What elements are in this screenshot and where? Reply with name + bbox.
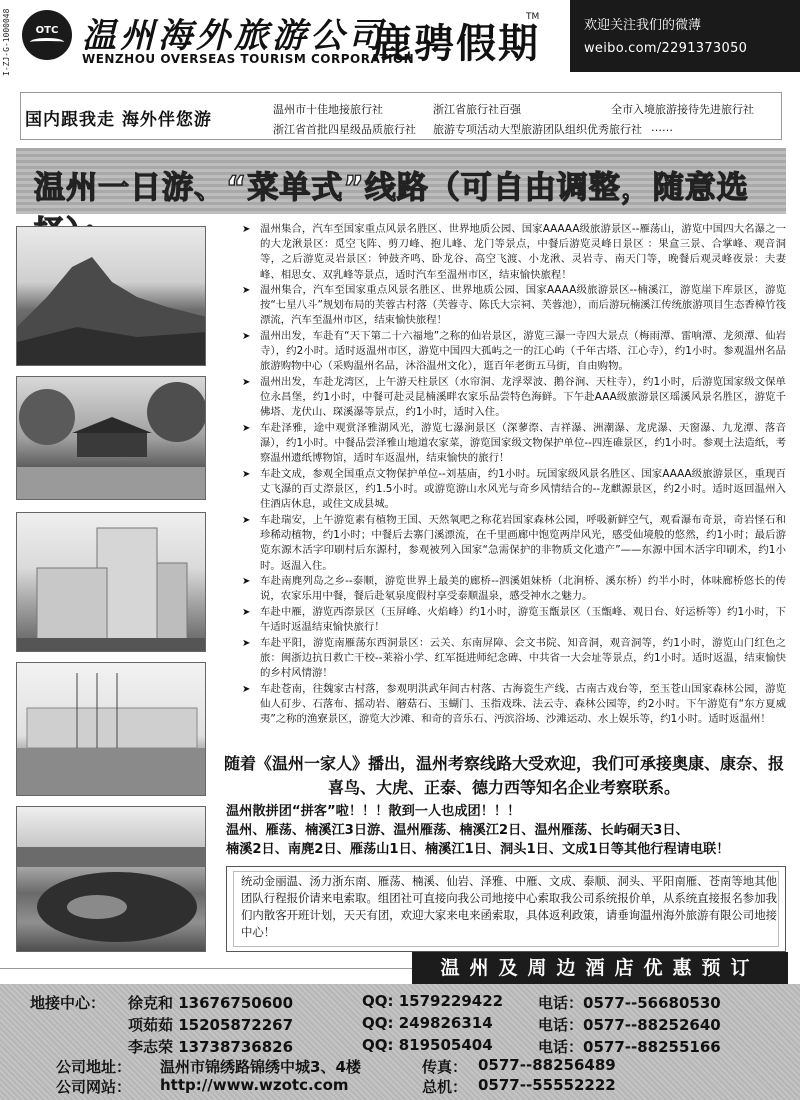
contact-qq: QQ: 249826314 bbox=[362, 1014, 493, 1032]
contact-row bbox=[0, 1014, 800, 1036]
honor-item: 旅游专项活动大型旅游团队组织优秀旅行社 bbox=[433, 123, 642, 136]
divider bbox=[0, 968, 412, 984]
contact-tel: 电话：0577--88252640 bbox=[538, 1016, 721, 1034]
list-item bbox=[240, 222, 786, 283]
list-item bbox=[240, 682, 786, 743]
slogan: 国内跟我走 海外伴您游 bbox=[25, 110, 212, 130]
list-item bbox=[240, 283, 786, 329]
company-logo bbox=[22, 10, 72, 60]
mountain-photo-icon bbox=[17, 227, 206, 366]
list-item bbox=[240, 605, 786, 636]
honor-item: 全市入境旅游接待先进旅行社 bbox=[611, 103, 754, 116]
list-item bbox=[240, 375, 786, 421]
promo-lines-a: 温州、雁荡、楠溪江3日游、温州雁荡、楠溪江2日、温州雁荡、长屿硐天3日、 bbox=[226, 823, 689, 838]
contact-footer bbox=[0, 984, 800, 1100]
arrow-icon: ➤ bbox=[242, 607, 251, 618]
photo-hotel-building bbox=[16, 512, 206, 652]
route-text: 温州集合，汽车至国家重点风景名胜区、世界地质公园、国家AAAA级旅游景区--楠溪江，游览崖下库景区，游览按“七星八斗”规划布局的芙蓉古村落（芙蓉寺、陈氏大宗祠、芙蓉池），而后游玩楠溪江传统旅游项目生态香樟竹筏漂流，汽车至温州市区，结束愉快旅程！ bbox=[260, 284, 786, 327]
contact-tel: 电话：0577--88255166 bbox=[538, 1038, 721, 1056]
arrow-icon: ➤ bbox=[242, 331, 251, 342]
brand-trademark: TM bbox=[526, 12, 540, 22]
photo-lake-city bbox=[16, 806, 206, 952]
route-text: 车赴南麂列岛之乡--泰顺，游览世界上最美的廊桥--泗溪姐妹桥（北涧桥、溪东桥）约半小时，体味廊桥悠长的传说，农家乐用中餐，餐后赴氡泉度假村享受泰顺温泉，感受神水之魅力。 bbox=[260, 575, 786, 603]
arrow-icon: ➤ bbox=[242, 423, 251, 434]
arrow-icon: ➤ bbox=[242, 515, 251, 526]
lake-photo-icon bbox=[17, 807, 206, 952]
logo-text: OTC bbox=[35, 24, 59, 36]
route-text: 温州集合，汽车至国家重点风景名胜区、世界地质公园、国家AAAAA级旅游景区--雁荡山，游览中国四大名瀑之一的大龙湫景区：觅空飞阵、剪刀峰、抱儿峰、龙门等景点，中餐后游览灵峰日景区 ：果盒三景、合掌峰、观音洞等，之后游览灵岩景区：钟鼓齐鸣、卧龙谷、高空飞渡、小龙湫、灵岩寺、南天门等，晚餐后观灵峰夜景：夫妻峰、相思女、双乳峰等景点，适时汽车至温州市区，结束愉快旅程！ bbox=[260, 223, 786, 281]
slogan-bar bbox=[20, 92, 782, 140]
list-item bbox=[240, 329, 786, 375]
hotel-banner: 温州及周边酒店优惠预订 bbox=[412, 952, 788, 984]
contact-qq: QQ: 819505404 bbox=[362, 1036, 493, 1054]
route-text: 车赴泽雅，途中观赏泽雅湖风光，游览七瀑涧景区（深蓼漈、吉祥瀑、洲潮瀑、龙虎瀑、天窗瀑、九龙潭、落音瀑），约1小时。中餐品尝泽雅山地道农家菜，游览国家级文物保护单位--四连碓景区，约1小时。参观土法造纸，考察温州遗纸博物馆，适时车返温州，结束愉快的旅行！ bbox=[260, 422, 786, 465]
list-item bbox=[240, 574, 786, 605]
promo-headline: 随着《温州一家人》播出，温州考察线路大受欢迎，我们可承接奥康、康奈、报喜鸟、大虎、正泰、德力西等知名企业考察联系。 bbox=[223, 754, 784, 797]
site-label: 公司网站： bbox=[56, 1078, 132, 1096]
list-item bbox=[240, 513, 786, 574]
building-photo-icon bbox=[17, 513, 206, 652]
arrow-icon: ➤ bbox=[242, 576, 251, 587]
list-item bbox=[240, 636, 786, 682]
photo-government-building bbox=[16, 662, 206, 796]
brand-logo: 鹿骋假期 bbox=[372, 20, 540, 67]
route-text: 温州出发，车赴龙湾区，上午游天柱景区（水帘洞、龙浮翠波、鹅谷涧、天柱寺），约1小时，后游览国家级文保单位永昌堡，约1小时，中餐可赴灵昆楠溪畔农家乐品尝特色海鲜。下午赴AAA级旅游景区瑶溪风景名胜区，游览千佛塔、龙伏山、琛溪瀑等景点，约1小时，适时入住。 bbox=[260, 376, 786, 419]
header bbox=[0, 0, 800, 82]
promo-group-tours bbox=[226, 802, 786, 859]
center-label: 地接中心： bbox=[30, 994, 106, 1012]
address-label: 公司地址： bbox=[56, 1058, 132, 1076]
main-line-label: 总机： bbox=[422, 1078, 468, 1096]
weibo-url[interactable]: weibo.com/2291373050 bbox=[584, 41, 748, 56]
license-code: I-ZJ-G-1000048 bbox=[2, 8, 11, 76]
contact-tel: 电话：0577--56680530 bbox=[538, 994, 721, 1012]
honor-item: …… bbox=[651, 121, 673, 134]
route-list bbox=[240, 222, 786, 743]
arrow-icon: ➤ bbox=[242, 638, 251, 649]
route-text: 车赴苍南，往魏家古村落，参观明洪武年间古村落、古海瓷生产线、古南古戏台等，至玉苍山国家森林公园，游览仙人矴步、石落布、摇动岩、蘑菇石、玉蝴门、玉指戏珠、法云寺、森林公园等，约2小时。下午游览有“东方夏威夷”之称的渔寮景区，游览大沙滩、和奇的音乐石、沔滨浴场、沙滩运动、水上娱乐等，约1小时。适时返温州！ bbox=[260, 683, 786, 726]
agency-info-box bbox=[226, 866, 786, 952]
honor-item: 浙江省旅行社百强 bbox=[433, 103, 521, 116]
arrow-icon: ➤ bbox=[242, 224, 251, 235]
page-title: 温州一日游、“菜单式”线路（可自由调整，随意选 bbox=[34, 170, 749, 206]
route-text: 车赴平阳，游览南雁荡东西洞景区：云关、东南屏障、会文书院、知音洞，观音洞等，约1小时，游览山门红色之旅：闽浙边抗日救亡干校--莱裕小学、红军挺进师纪念碑、中共省一大会址等景点，约1小时。适时返温，结束愉快的乡村风情游！ bbox=[260, 637, 786, 680]
contact-qq: QQ: 1579229422 bbox=[362, 992, 504, 1010]
company-website-link[interactable]: http://www.wzotc.com bbox=[160, 1076, 349, 1094]
agency-info-text: 统动金丽温、汤力浙东南、雁荡、楠溪、仙岩、泽雅、中雁、文成、泰顺、洞头、平阳南雁、苍南等地其他团队行程报价请来电索取。组团社可直接向我公司地接中心索取我公司系统报价单，从系统直接报名参加我们内散客开班计划，天天有团，欢迎大家来电来函索取，具体返利政策，请垂询温州海外旅游有限公司地接中心！ bbox=[241, 874, 777, 939]
promo-lines-b: 楠溪2日、南麂2日、雁荡山1日、楠溪江1日、洞头1日、文成1日等其他行程请电联！ bbox=[226, 842, 730, 857]
fax-label: 传真： bbox=[422, 1058, 468, 1076]
pavilion-photo-icon bbox=[17, 377, 206, 500]
weibo-box bbox=[570, 0, 800, 72]
route-text: 车赴中雁，游览西漈景区（玉屏峰、火焰峰）约1小时，游览玉甑景区（玉甑峰、观日台、好运桥等）约1小时，下午适时返温结束愉快旅行！ bbox=[260, 606, 786, 634]
title-banner bbox=[16, 148, 786, 214]
route-text: 车赴瑞安，上午游览素有植物王国、天然氧吧之称花岩国家森林公园，呼吸新鲜空气，观看瀑布奇景，奇岩怪石和珍稀动植物，约1小时；中餐后去寨门溪漂流，在千里画廊中饱览两岸风光，感受仙境般的悠然，约1小时；最后游览东源木活字印刷村后东源村，参观被列入国家“急需保护的非物质文化遗产”——东源中国木活字印刷术，约1小时。返温入住。 bbox=[260, 514, 786, 572]
arrow-icon: ➤ bbox=[242, 684, 251, 695]
address-row bbox=[0, 1056, 800, 1078]
promo-pinke: 温州散拼团“拼客”啦！！！散到一人也成团！！！ bbox=[226, 804, 521, 819]
weibo-title: 欢迎关注我们的微薄 bbox=[584, 18, 702, 33]
plaza-photo-icon bbox=[17, 663, 206, 796]
logo-swoosh-icon bbox=[30, 38, 64, 46]
website-row bbox=[0, 1076, 800, 1098]
company-name-cn: 温州海外旅游公司 bbox=[82, 16, 386, 56]
arrow-icon: ➤ bbox=[242, 285, 251, 296]
honor-item: 温州市十佳地接旅行社 bbox=[273, 103, 383, 116]
photo-mountain bbox=[16, 226, 206, 366]
honor-item: 浙江省首批四星级品质旅行社 bbox=[273, 123, 416, 136]
arrow-icon: ➤ bbox=[242, 469, 251, 480]
list-item bbox=[240, 421, 786, 467]
list-item bbox=[240, 467, 786, 513]
route-text: 车赴文成，参观全国重点文物保护单位--刘基庙，约1小时。玩国家级风景名胜区、国家AAAA级旅游景区，重现百丈飞瀑的百丈漈景区，约1.5小时。或游览游山水风光与奇乡风情结合的--龙麒源景区，约2小时。适时返回温州入住酒店休息，或住文成县城。 bbox=[260, 468, 786, 511]
photo-pavilion bbox=[16, 376, 206, 500]
route-text: 温州出发，车赴有“天下第二十六福地”之称的仙岩景区，游览三瀑一寺四大景点（梅雨潭、雷响潭、龙须潭、仙岩寺），约2小时。适时返温州市区，游览中国四大孤屿之一的江心屿（千年古塔、江心寺），约1小时。参观温州名品旅游购物中心（采购温州名品，沐浴温州文化），逛百年老街五马街，自由购物。 bbox=[260, 330, 786, 373]
company-name-en: WENZHOU OVERSEAS TOURISM CORPORATION bbox=[82, 52, 415, 66]
contact-name-mobile: 徐克和 13676750600 bbox=[128, 994, 294, 1012]
arrow-icon: ➤ bbox=[242, 377, 251, 388]
company-address: 温州市锦绣路锦绣中城3、4楼 bbox=[160, 1058, 361, 1076]
contact-row bbox=[0, 1036, 800, 1058]
contact-row bbox=[0, 992, 800, 1014]
fax-number[interactable]: 0577--88256489 bbox=[478, 1056, 616, 1074]
main-line-number[interactable]: 0577--55552222 bbox=[478, 1076, 616, 1094]
contact-name-mobile: 项茹茹 15205872267 bbox=[128, 1016, 294, 1034]
contact-name-mobile: 李志荣 13738736826 bbox=[128, 1038, 294, 1056]
